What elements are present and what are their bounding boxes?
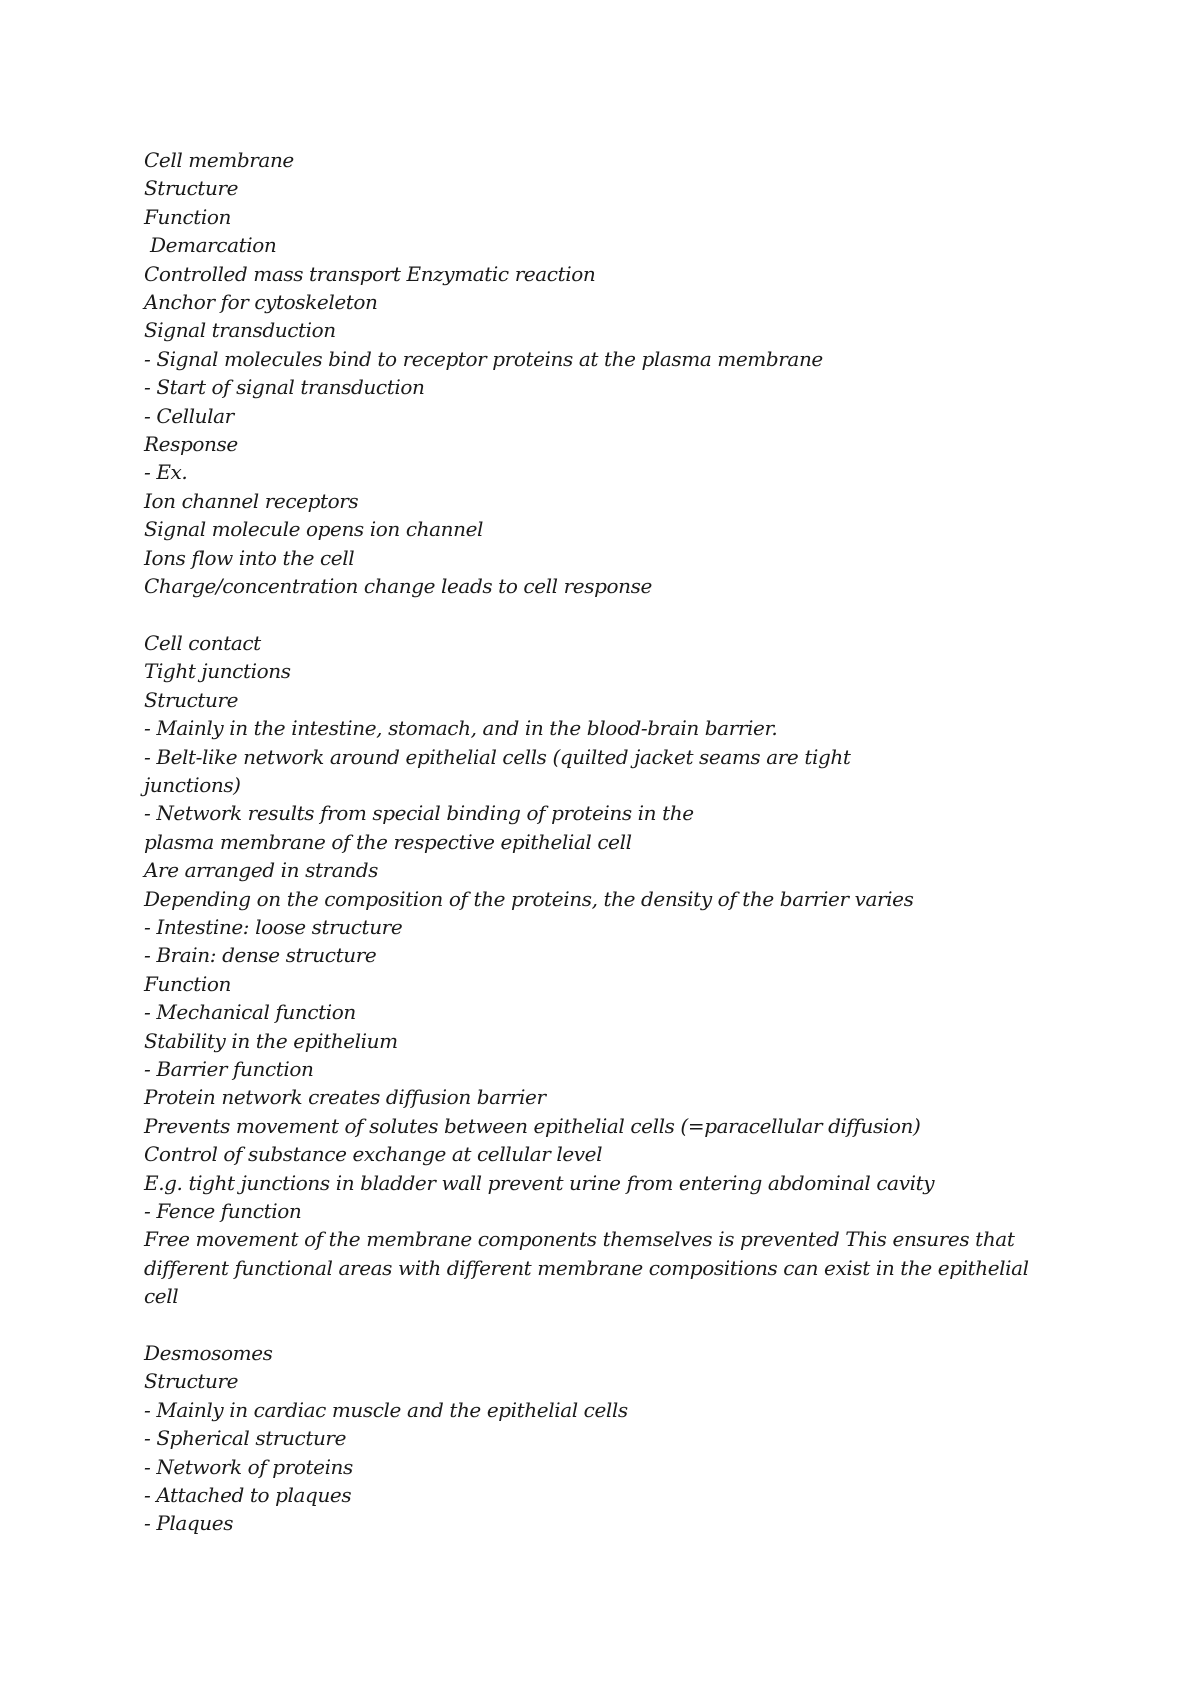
- text-line: Response: [144, 432, 238, 457]
- text-line: - Network of proteins: [144, 1454, 353, 1479]
- text-line: - Attached to plaques: [144, 1483, 352, 1508]
- text-line: - Plaques: [144, 1511, 234, 1536]
- text-line: Demarcation: [144, 233, 277, 258]
- text-line: - Cellular: [144, 403, 234, 428]
- text-line: - Signal molecules bind to receptor proteins at the plasma membrane: [144, 346, 823, 371]
- blank-line: [144, 601, 1064, 629]
- text-line: - Mechanical function: [144, 1000, 356, 1025]
- text-line: - Spherical structure: [144, 1426, 347, 1451]
- text-line: Ion channel receptors: [144, 488, 359, 513]
- text-line: Structure: [144, 687, 239, 712]
- text-line: - Intestine: loose structure: [144, 914, 403, 939]
- text-line: Charge/concentration change leads to cell response: [144, 574, 652, 599]
- blank-line: [144, 1311, 1064, 1339]
- text-line: Are arranged in strands: [144, 858, 379, 883]
- text-line: Structure: [144, 1369, 239, 1394]
- text-line: Depending on the composition of the proteins, the density of the barrier varies: [144, 886, 914, 911]
- text-line: Controlled mass transport Enzymatic reaction: [144, 261, 596, 286]
- text-line: Prevents movement of solutes between epithelial cells (=paracellular diffusion): [144, 1113, 921, 1138]
- document-body: [144, 146, 1064, 1538]
- text-line: Stability in the epithelium: [144, 1028, 398, 1053]
- text-line: - Start of signal transduction: [144, 375, 425, 400]
- text-line: Structure: [144, 176, 239, 201]
- text-line: - Ex.: [144, 460, 188, 485]
- text-line: - Brain: dense structure: [144, 943, 377, 968]
- text-line: - Mainly in cardiac muscle and the epithelial cells: [144, 1397, 628, 1422]
- text-line: Tight junctions: [144, 659, 291, 684]
- text-line: - Network results from special binding of proteins in the: [144, 801, 694, 826]
- text-line: - Belt-like network around epithelial cells (quilted jacket seams are tight: [144, 744, 851, 769]
- text-line: Signal transduction: [144, 318, 336, 343]
- text-line: plasma membrane of the respective epithelial cell: [144, 829, 632, 854]
- text-line: Function: [144, 971, 231, 996]
- text-line: Anchor for cytoskeleton: [144, 290, 378, 315]
- text-line: Free movement of the membrane components themselves is prevented This ensures that: [144, 1227, 1015, 1252]
- text-line: junctions): [144, 772, 241, 797]
- text-line: Protein network creates diffusion barrier: [144, 1085, 546, 1110]
- text-line: - Mainly in the intestine, stomach, and in the blood-brain barrier.: [144, 716, 778, 741]
- text-line: different functional areas with different membrane compositions can exist in the epithelial: [144, 1255, 1029, 1280]
- text-line: Control of substance exchange at cellular level: [144, 1142, 603, 1167]
- text-line: Signal molecule opens ion channel: [144, 517, 484, 542]
- text-line: Function: [144, 204, 231, 229]
- text-line: Cell membrane: [144, 148, 294, 172]
- text-line: - Fence function: [144, 1199, 302, 1224]
- text-line: E.g. tight junctions in bladder wall prevent urine from entering abdominal cavity: [144, 1170, 935, 1195]
- text-line: Ions flow into the cell: [144, 545, 355, 570]
- text-line: cell: [144, 1284, 179, 1309]
- text-line: Desmosomes: [144, 1341, 273, 1366]
- text-line: Cell contact: [144, 630, 261, 655]
- text-line: - Barrier function: [144, 1056, 314, 1081]
